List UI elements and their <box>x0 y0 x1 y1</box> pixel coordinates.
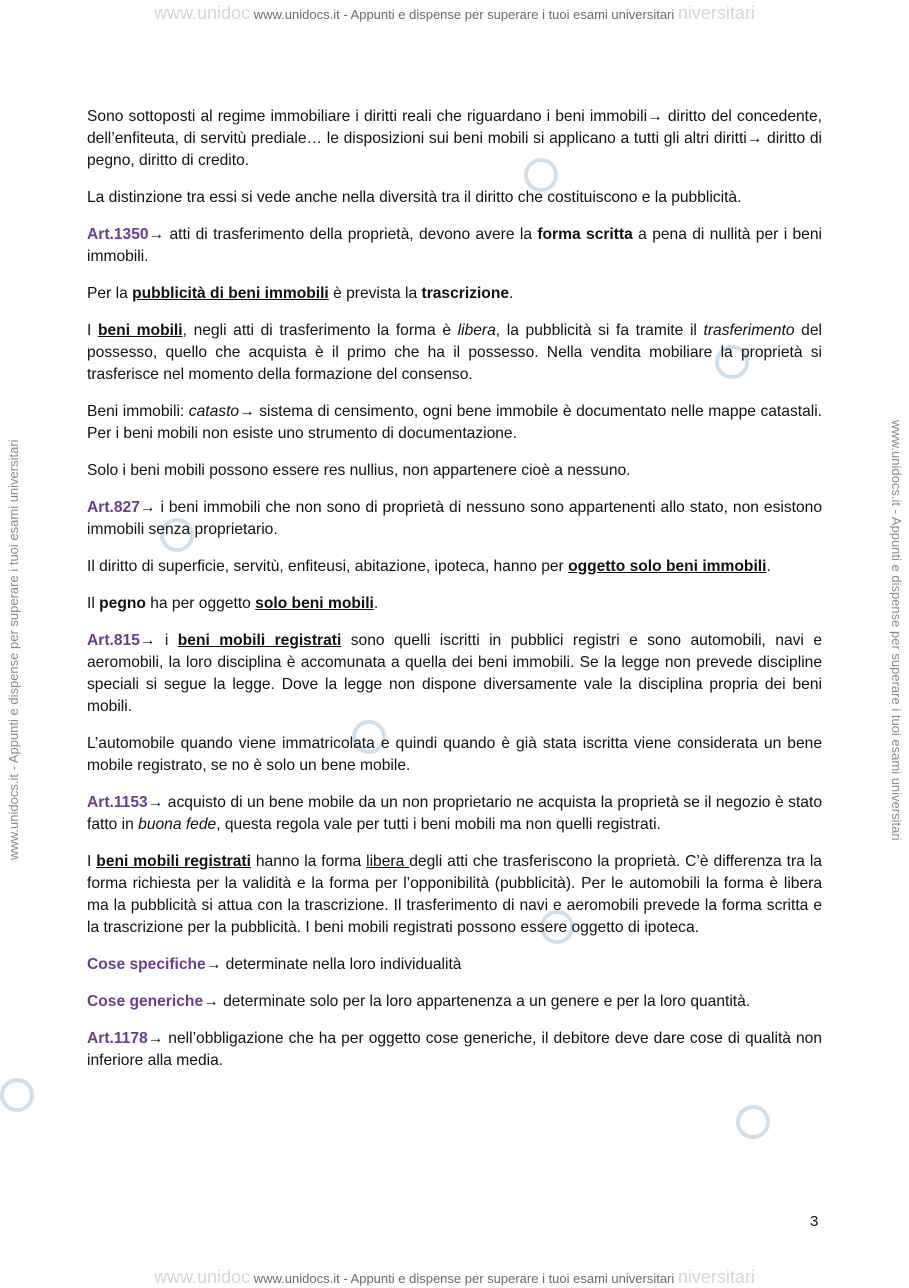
term-heading: Cose specifiche <box>87 956 206 973</box>
paragraph: Solo i beni mobili possono essere res nullius, non appartenere cioè a nessuno. <box>87 462 631 479</box>
key-term: pubblicità di beni immobili <box>132 285 329 302</box>
paragraph <box>87 593 822 615</box>
text: . <box>766 558 771 575</box>
paragraph <box>87 320 822 386</box>
text: I <box>87 322 98 339</box>
text: i <box>155 632 178 649</box>
bold-term: forma scritta <box>537 226 633 243</box>
unidocs-logo-icon <box>736 1105 770 1139</box>
text: Sono sottoposti al regime immobiliare i diritti reali che riguardano i beni immobili <box>87 108 648 125</box>
article-ref: Art.827 <box>87 499 140 516</box>
arrow-icon: → <box>746 130 763 147</box>
text: è prevista la <box>328 285 422 302</box>
paragraph: L’automobile quando viene immatricolata e quindi quando è già stata iscritta viene considerata un bene mobile registrato, se no è solo un bene mobile. <box>87 735 822 774</box>
text: degli atti che trasferiscono la proprietà. C’è differenza tra la forma richiesta per la validità e la forma per l’opponibilità (pubblicità). Per le automobili la forma è libera ma la pubblicità si attua con la trascrizione. Il trasferimento di navi e aeromobili prevede la forma scritta e la trascrizione per la pubblicità. I beni mobili registrati possono essere oggetto di ipoteca. <box>87 853 822 936</box>
italic-term: trasferimento <box>703 322 795 339</box>
italic-term: buona fede <box>138 816 217 833</box>
key-term: solo beni mobili <box>255 595 374 612</box>
text: . <box>373 595 379 612</box>
watermark-header <box>0 3 909 24</box>
arrow-icon: → <box>147 794 164 811</box>
paragraph <box>87 401 822 445</box>
text: acquisto di un bene mobile da un non proprietario ne acquista la proprietà se il negozio è stato fatto in <box>87 794 822 833</box>
text: . <box>509 285 514 302</box>
paragraph <box>87 556 822 578</box>
text: I <box>87 853 97 870</box>
arrow-icon: → <box>139 499 156 516</box>
text: ha per oggetto <box>145 595 256 612</box>
text: determinate nella loro individualità <box>221 956 462 973</box>
article-ref: Art.1178 <box>87 1030 148 1047</box>
text: Il diritto di superficie, servitù, enfiteusi, abitazione, ipoteca, hanno per <box>87 558 569 575</box>
text: a pena di nullità per i beni immobili. <box>87 226 822 265</box>
watermark-side-left: www.unidocs.it - Appunti e dispense per superare i tuoi esami universitari <box>6 439 21 860</box>
paragraph <box>87 1028 822 1072</box>
paragraph <box>87 792 822 836</box>
document-page <box>87 106 822 1087</box>
underlined-term: libera <box>366 853 410 870</box>
text: Il <box>87 595 100 612</box>
text: nell’obbligazione che ha per oggetto cose generiche, il debitore deve dare cose di qualità non inferiore alla media. <box>87 1030 822 1069</box>
watermark-ghost-left: www.unidoc <box>154 3 251 23</box>
italic-term: libera <box>457 322 496 339</box>
article-ref: Art.1350 <box>87 226 149 243</box>
text: hanno la forma <box>250 853 367 870</box>
text: sistema di censimento, ogni bene immobile è documentato nelle mappe catastali. Per i beni mobili non esiste uno strumento di documentazione. <box>87 403 823 442</box>
arrow-icon: → <box>147 1030 164 1047</box>
paragraph <box>87 106 822 172</box>
article-ref: Art.1153 <box>87 794 148 811</box>
text: Beni immobili: <box>87 403 189 420</box>
paragraph <box>87 954 822 976</box>
arrow-icon: → <box>139 632 156 649</box>
watermark-header-text: www.unidocs.it - Appunti e dispense per superare i tuoi esami universitari <box>253 7 675 22</box>
text: Per la <box>87 285 133 302</box>
watermark-footer-text: www.unidocs.it - Appunti e dispense per superare i tuoi esami universitari <box>253 1271 675 1286</box>
watermark-footer-ghost-left: www.unidoc <box>154 1267 251 1287</box>
bold-term: trascrizione <box>421 285 510 302</box>
key-term: beni mobili registrati <box>177 632 342 649</box>
text: , negli atti di trasferimento la forma è <box>182 322 458 339</box>
arrow-icon: → <box>239 403 255 420</box>
term-heading: Cose generiche <box>87 993 204 1010</box>
bold-term: pegno <box>99 595 146 612</box>
paragraph <box>87 224 822 268</box>
text: , questa regola vale per tutti i beni mobili ma non quelli registrati. <box>216 816 661 833</box>
page-number: 3 <box>810 1213 819 1230</box>
key-term: oggetto solo beni immobili <box>568 558 767 575</box>
text: , la pubblicità si fa tramite il <box>495 322 704 339</box>
unidocs-logo-icon <box>0 1078 34 1112</box>
italic-term: catasto <box>188 403 240 420</box>
text: i beni immobili che non sono di proprietà di nessuno sono appartenenti allo stato, non esistono immobili senza proprietario. <box>87 499 822 538</box>
arrow-icon: → <box>203 993 219 1010</box>
arrow-icon: → <box>148 226 165 243</box>
text: diritto del concedente, dell’enfiteuta, di servitù prediale… le disposizioni sui beni mobili si applicano a tutti gli altri diritti <box>87 108 823 147</box>
paragraph <box>87 283 822 305</box>
article-ref: Art.815 <box>87 632 140 649</box>
key-term: beni mobili registrati <box>96 853 251 870</box>
paragraph <box>87 991 822 1013</box>
key-term: beni mobili <box>97 322 183 339</box>
text: del possesso, quello che acquista è il primo che ha il possesso. Nella vendita mobiliare la proprietà si trasferisce nel momento della formazione del consenso. <box>87 322 822 383</box>
paragraph: La distinzione tra essi si vede anche nella diversità tra il diritto che costituiscono e la pubblicità. <box>87 189 742 206</box>
paragraph <box>87 630 822 718</box>
watermark-side-right: www.unidocs.it - Appunti e dispense per superare i tuoi esami universitari <box>889 420 904 841</box>
paragraph <box>87 851 822 939</box>
text: atti di trasferimento della proprietà, devono avere la <box>164 226 538 243</box>
watermark-ghost-right: niversitari <box>677 3 755 23</box>
arrow-icon: → <box>205 956 222 973</box>
watermark-footer <box>0 1267 909 1288</box>
arrow-icon: → <box>647 108 663 125</box>
watermark-footer-ghost-right: niversitari <box>677 1267 755 1287</box>
text: diritto di pegno, diritto di credito. <box>87 130 822 169</box>
text: determinate solo per la loro appartenenza a un genere e per la loro quantità. <box>218 993 751 1010</box>
paragraph <box>87 497 822 541</box>
text: sono quelli iscritti in pubblici registri e sono automobili, navi e aeromobili, la loro disciplina è accomunata a quella dei beni immobili. Se la legge non prevede discipline speciali si segue la legge. Dove la legge non dispone diversamente vale la disciplina propria dei beni mobili. <box>87 632 822 715</box>
